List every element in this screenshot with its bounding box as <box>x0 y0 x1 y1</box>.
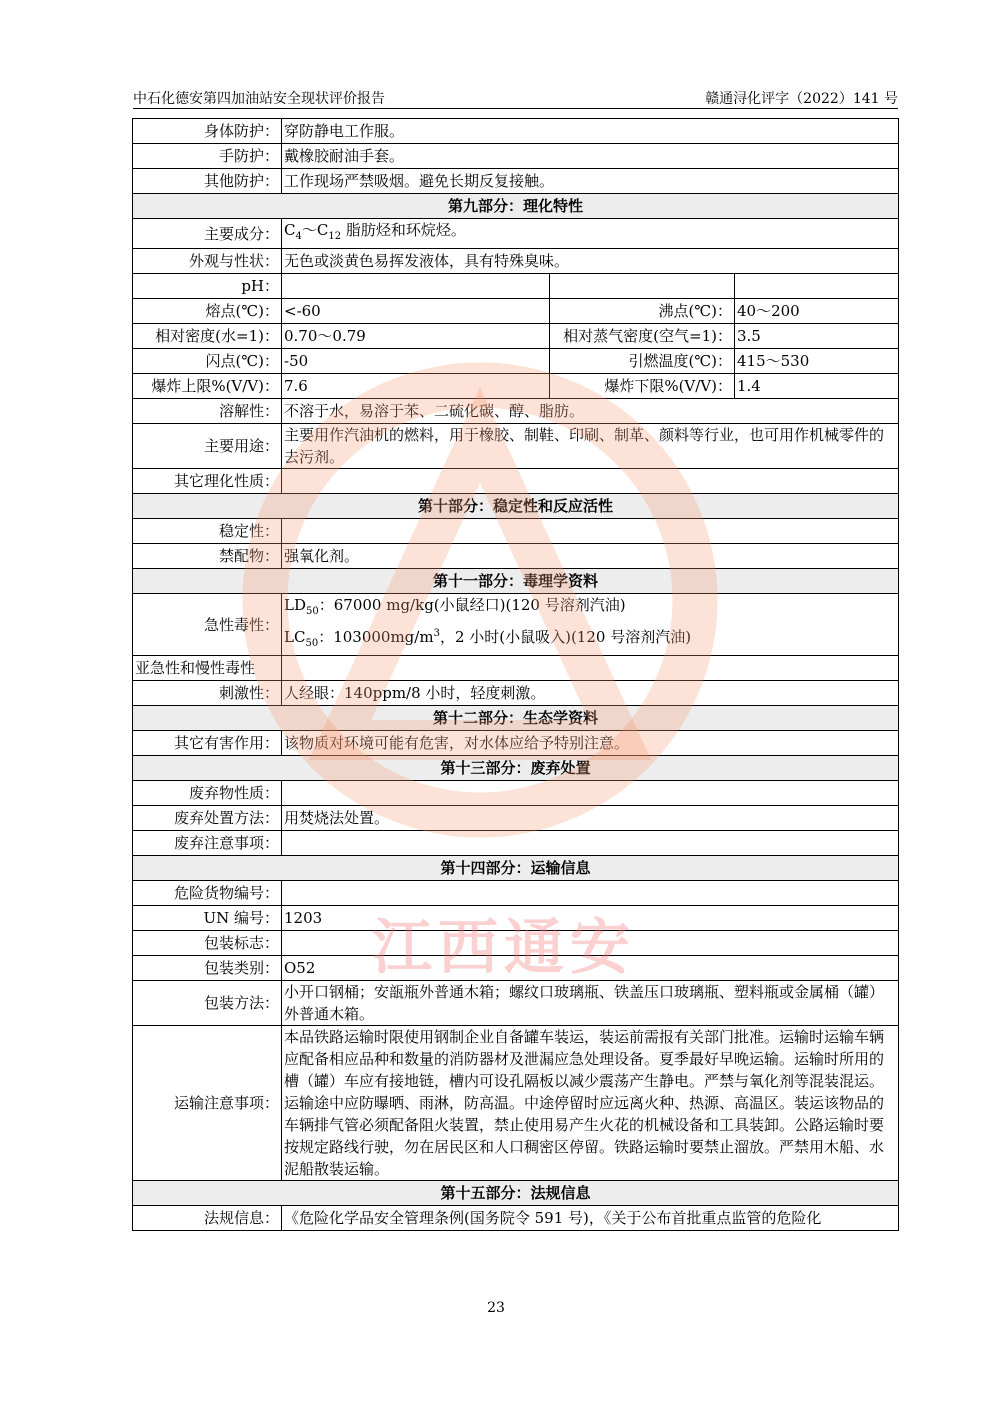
report-title: 中石化德安第四加油站安全现状评价报告 <box>133 91 385 107</box>
un-number-value: 1203 <box>282 906 899 931</box>
row-flash <box>133 349 899 374</box>
lc50-line <box>284 623 896 655</box>
un-number-label: UN 编号： <box>133 906 282 931</box>
incompat-value: 强氧化剂。 <box>282 544 899 569</box>
main-comp-label: 主要成分： <box>133 219 282 249</box>
row-explode <box>133 374 899 399</box>
main-comp-mid: ～C <box>301 221 329 239</box>
waste-note-label: 废弃注意事项： <box>133 831 282 856</box>
acute-value <box>282 594 899 656</box>
row-other-protect <box>133 169 899 194</box>
row-other-harm <box>133 731 899 756</box>
section-11-row <box>133 569 899 594</box>
row-waste-nature <box>133 781 899 806</box>
row-other-phys <box>133 469 899 494</box>
waste-method-value: 用焚烧法处置。 <box>282 806 899 831</box>
pack-method-value: 小开口钢桶；安瓿瓶外普通木箱；螺纹口玻璃瓶、铁盖压口玻璃瓶、塑料瓶或金属桶（罐）外普通木箱。 <box>282 981 899 1026</box>
waste-method-label: 废弃处置方法： <box>133 806 282 831</box>
row-pack-class <box>133 956 899 981</box>
page-number: 23 <box>487 1300 505 1316</box>
ph-blank-2 <box>735 274 899 299</box>
other-phys-value <box>282 469 899 494</box>
hand-protect-label: 手防护： <box>133 144 282 169</box>
row-appearance <box>133 249 899 274</box>
ld50-line <box>284 594 896 623</box>
dg-number-value <box>282 881 899 906</box>
lc-sub: 50 <box>305 638 319 649</box>
section-14-heading: 第十四部分：运输信息 <box>133 856 899 881</box>
row-dg-number <box>133 881 899 906</box>
appearance-label: 外观与性状： <box>133 249 282 274</box>
acute-label: 急性毒性： <box>133 594 282 656</box>
boil-label: 沸点(℃)： <box>550 299 735 324</box>
row-irritation <box>133 681 899 706</box>
ignition-label: 引燃温度(℃)： <box>550 349 735 374</box>
waste-note-value <box>282 831 899 856</box>
row-subacute <box>133 656 899 681</box>
incompat-label: 禁配物： <box>133 544 282 569</box>
pack-class-label: 包装类别： <box>133 956 282 981</box>
main-comp-value <box>282 219 899 249</box>
other-harm-label: 其它有害作用： <box>133 731 282 756</box>
row-ph <box>133 274 899 299</box>
dg-number-label: 危险货物编号： <box>133 881 282 906</box>
other-phys-label: 其它理化性质： <box>133 469 282 494</box>
explode-lower-value: 1.4 <box>735 374 899 399</box>
section-9-heading: 第九部分：理化特性 <box>133 194 899 219</box>
regulation-label: 法规信息： <box>133 1206 282 1231</box>
lc-sup: 3 <box>433 628 440 639</box>
main-comp-post: 脂肪烃和环烷烃。 <box>341 221 466 239</box>
pack-mark-value <box>282 931 899 956</box>
report-number: 赣通浔化评字（2022）141 号 <box>705 91 898 107</box>
solubility-label: 溶解性： <box>133 399 282 424</box>
ph-label: pH： <box>133 274 282 299</box>
regulation-value: 《危险化学品安全管理条例(国务院令 591 号)，《关于公布首批重点监管的危险化 <box>282 1206 899 1231</box>
section-10-row <box>133 494 899 519</box>
explode-upper-value: 7.6 <box>282 374 550 399</box>
main-comp-sub1: 4 <box>295 231 302 242</box>
row-acute <box>133 594 899 656</box>
section-10-heading: 第十部分：稳定性和反应活性 <box>133 494 899 519</box>
vapor-density-value: 3.5 <box>735 324 899 349</box>
pack-method-label: 包装方法： <box>133 981 282 1026</box>
transport-note-label: 运输注意事项： <box>133 1026 282 1181</box>
row-un-number <box>133 906 899 931</box>
appearance-value: 无色或淡黄色易挥发液体，具有特殊臭味。 <box>282 249 899 274</box>
row-hand-protect <box>133 144 899 169</box>
section-14-row <box>133 856 899 881</box>
ld-sub: 50 <box>306 606 319 617</box>
hand-protect-value: 戴橡胶耐油手套。 <box>282 144 899 169</box>
main-comp-c1: C <box>284 221 296 239</box>
ld-prefix: LD <box>284 596 306 614</box>
watermark-text: 江西通安 <box>372 913 636 983</box>
section-12-heading: 第十二部分：生态学资料 <box>133 706 899 731</box>
flash-value: -50 <box>282 349 550 374</box>
melt-label: 熔点(℃)： <box>133 299 282 324</box>
transport-note-value: 本品铁路运输时限使用钢制企业自备罐车装运，装运前需报有关部门批准。运输时运输车辆应配备相应品种和数量的消防器材及泄漏应急处理设备。夏季最好早晚运输。运输时所用的槽（罐）车应有接地链，槽内可设孔隔板以减少震荡产生静电。严禁与氧化剂等混装混运。运输途中应防曝晒、雨淋，防高温。中途停留时应远离火种、热源、高温区。装运该物品的车辆排气管必须配备阻火装置，禁止使用易产生火花的机械设备和工具装卸。公路运输时要按规定路线行驶，勿在居民区和人口稠密区停留。铁路运输时要禁止溜放。严禁用木船、水泥船散装运输。 <box>282 1026 899 1181</box>
lc-mid: ：103000mg/m <box>318 628 434 646</box>
row-solubility <box>133 399 899 424</box>
other-protect-value: 工作现场严禁吸烟。避免长期反复接触。 <box>282 169 899 194</box>
page-header <box>133 86 898 109</box>
ld-text: ：67000 mg/kg(小鼠经口)(120 号溶剂汽油) <box>318 596 626 614</box>
stability-label: 稳定性： <box>133 519 282 544</box>
solubility-value: 不溶于水，易溶于苯、二硫化碳、醇、脂肪。 <box>282 399 899 424</box>
ignition-value: 415～530 <box>735 349 899 374</box>
section-13-heading: 第十三部分：废弃处置 <box>133 756 899 781</box>
body-protect-value: 穿防静电工作服。 <box>282 119 899 144</box>
row-main-comp <box>133 219 899 249</box>
density-label: 相对密度(水=1)： <box>133 324 282 349</box>
pack-mark-label: 包装标志： <box>133 931 282 956</box>
row-incompat <box>133 544 899 569</box>
explode-lower-label: 爆炸下限%(V/V)： <box>550 374 735 399</box>
waste-nature-value <box>282 781 899 806</box>
section-15-heading: 第十五部分：法规信息 <box>133 1181 899 1206</box>
section-13-row <box>133 756 899 781</box>
boil-value: 40～200 <box>735 299 899 324</box>
row-pack-mark <box>133 931 899 956</box>
msds-table <box>132 118 899 1231</box>
other-protect-label: 其他防护： <box>133 169 282 194</box>
lc-prefix: LC <box>284 628 306 646</box>
flash-label: 闪点(℃)： <box>133 349 282 374</box>
section-11-heading: 第十一部分：毒理学资料 <box>133 569 899 594</box>
stability-value <box>282 519 899 544</box>
waste-nature-label: 废弃物性质： <box>133 781 282 806</box>
body-protect-label: 身体防护： <box>133 119 282 144</box>
row-transport-note <box>133 1026 899 1181</box>
section-9-row <box>133 194 899 219</box>
row-melt <box>133 299 899 324</box>
irritation-value: 人经眼：140ppm/8 小时，轻度刺激。 <box>282 681 899 706</box>
ph-blank-1 <box>550 274 735 299</box>
row-waste-method <box>133 806 899 831</box>
subacute-label: 亚急性和慢性毒性 <box>133 656 282 681</box>
subacute-value <box>282 656 899 681</box>
row-pack-method <box>133 981 899 1026</box>
ph-value <box>282 274 550 299</box>
usage-label: 主要用途： <box>133 424 282 469</box>
section-12-row <box>133 706 899 731</box>
irritation-label: 刺激性： <box>133 681 282 706</box>
row-body-protect <box>133 119 899 144</box>
row-density <box>133 324 899 349</box>
melt-value: <-60 <box>282 299 550 324</box>
row-usage <box>133 424 899 469</box>
main-comp-sub2: 12 <box>328 231 342 242</box>
row-waste-note <box>133 831 899 856</box>
lc-text: ，2 小时(小鼠吸入)(120 号溶剂汽油) <box>439 628 692 646</box>
explode-upper-label: 爆炸上限%(V/V)： <box>133 374 282 399</box>
vapor-density-label: 相对蒸气密度(空气=1)： <box>550 324 735 349</box>
usage-value: 主要用作汽油机的燃料，用于橡胶、制鞋、印刷、制革、颜料等行业，也可用作机械零件的去污剂。 <box>282 424 899 469</box>
density-value: 0.70～0.79 <box>282 324 550 349</box>
section-15-row <box>133 1181 899 1206</box>
row-stability <box>133 519 899 544</box>
other-harm-value: 该物质对环境可能有危害，对水体应给予特别注意。 <box>282 731 899 756</box>
pack-class-value: O52 <box>282 956 899 981</box>
row-regulation <box>133 1206 899 1231</box>
